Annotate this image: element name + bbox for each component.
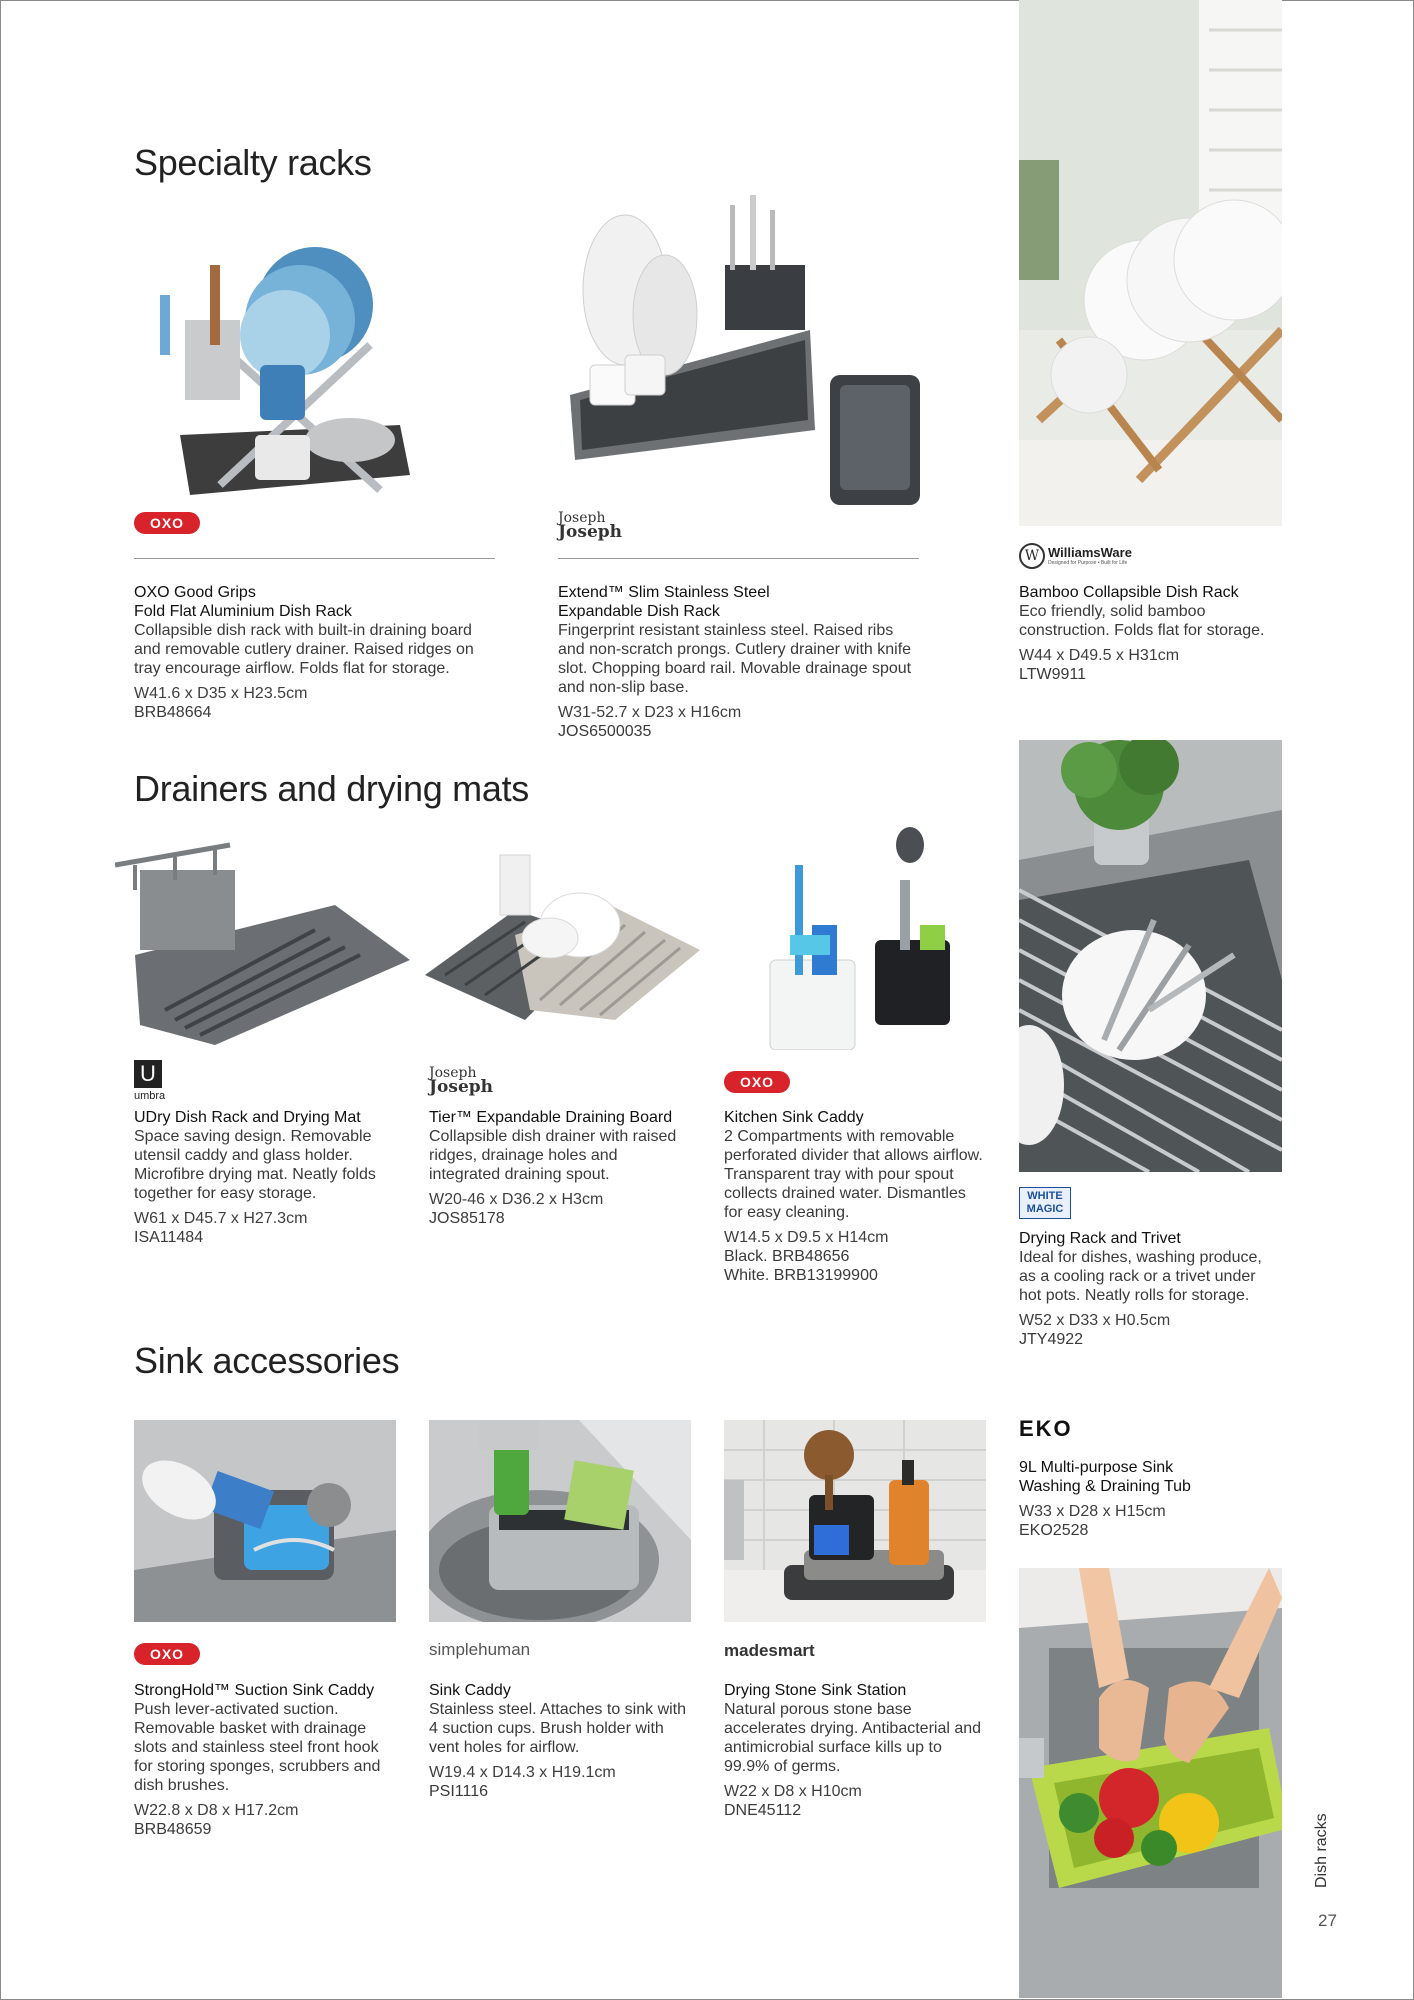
joseph-logo-line1: Joseph (558, 510, 606, 526)
product-code-white: White. BRB13199900 (724, 1267, 878, 1284)
product-dimensions: W31-52.7 x D23 x H16cm (558, 704, 742, 721)
product-name: StrongHold™ Suction Sink Caddy (134, 1682, 375, 1699)
page-number: 27 (1318, 1911, 1337, 1930)
product-description: Space saving design. Removable utensil caddy and glass holder. Microfibre drying mat. Neatly folds together for easy storage. (134, 1128, 376, 1202)
joseph-logo-line2: Joseph (429, 1077, 494, 1097)
white-magic-logo-line1: WHITE (1027, 1190, 1063, 1202)
product-dimensions: W44 x D49.5 x H31cm (1019, 647, 1180, 664)
product-code: BRB48664 (134, 704, 212, 721)
joseph-logo-line2: Joseph (558, 522, 623, 542)
bamboo-dish-rack-photo (1019, 0, 1282, 526)
product-name-line2: Fold Flat Aluminium Dish Rack (134, 603, 352, 620)
product-dimensions: W22.8 x D8 x H17.2cm (134, 1802, 299, 1819)
product-drying-rack-trivet (1019, 1229, 1279, 1349)
product-code: JOS85178 (429, 1210, 505, 1227)
madesmart-logo: madesmart (724, 1641, 815, 1660)
joseph-joseph-logo (429, 1065, 494, 1097)
umbra-logo (134, 1060, 164, 1104)
product-code: EKO2528 (1019, 1522, 1089, 1539)
product-udry-dish-rack (134, 1108, 394, 1247)
product-dimensions: W41.6 x D35 x H23.5cm (134, 685, 308, 702)
product-code: LTW9911 (1019, 666, 1086, 683)
product-description: Fingerprint resistant stainless steel. Raised ribs and non-scratch prongs. Cutlery drainer with knife slot. Chopping board rail. Movable drainage spout and non-slip base. (558, 622, 912, 696)
product-code: ISA11484 (134, 1229, 204, 1246)
product-code: PSI1116 (429, 1783, 489, 1800)
divider (558, 558, 919, 559)
udry-dish-rack-image (115, 835, 410, 1050)
product-description: Stainless steel. Attaches to sink with 4 suction cups. Brush holder with vent holes for airflow. (429, 1701, 687, 1756)
divider (134, 558, 495, 559)
product-description: Natural porous stone base accelerates drying. Antibacterial and antimicrobial surface kills up to 99.9% of germs. (724, 1701, 982, 1775)
product-code: DNE45112 (724, 1802, 802, 1819)
product-dimensions: W52 x D33 x H0.5cm (1019, 1312, 1171, 1329)
product-description: Eco friendly, solid bamboo construction. Folds flat for storage. (1019, 603, 1265, 639)
product-code: BRB48659 (134, 1821, 212, 1838)
white-magic-logo (1019, 1187, 1071, 1219)
umbra-logo-text: umbra (134, 1090, 166, 1102)
product-name: Drying Rack and Trivet (1019, 1230, 1181, 1247)
product-eko-sink-tub (1019, 1458, 1279, 1540)
product-drying-stone-sink-station (724, 1681, 986, 1820)
product-bamboo-dish-rack (1019, 583, 1279, 684)
product-description: Push lever-activated suction. Removable basket with drainage slots and stainless steel front hook for storing sponges, scrubbers and dish brushes. (134, 1701, 381, 1794)
product-dimensions: W33 x D28 x H15cm (1019, 1503, 1166, 1520)
kitchen-sink-caddy-image (760, 825, 960, 1050)
product-description: Ideal for dishes, washing produce, as a cooling rack or a trivet under hot pots. Neatly rolls for storage. (1019, 1249, 1262, 1304)
umbra-logo-mark-icon: U (134, 1060, 162, 1088)
product-description: Collapsible dish rack with built-in draining board and removable cutlery drainer. Raised ridges on tray encourage airflow. Folds flat for storage. (134, 622, 474, 677)
oxo-logo: OXO (724, 1071, 790, 1093)
product-dimensions: W22 x D8 x H10cm (724, 1783, 862, 1800)
extend-dish-rack-image (560, 195, 925, 510)
product-name-line2: Washing & Draining Tub (1019, 1478, 1191, 1495)
section-category-label: Dish racks (1313, 1813, 1330, 1888)
product-name: Tier™ Expandable Draining Board (429, 1109, 673, 1126)
product-description: 2 Compartments with removable perforated divider that allows airflow. Transparent tray with pour spout collects drained water. Dismantles for easy cleaning. (724, 1128, 983, 1221)
product-name: OXO Good Grips (134, 584, 256, 601)
product-code-black: Black. BRB48656 (724, 1248, 850, 1265)
product-name: Bamboo Collapsible Dish Rack (1019, 584, 1239, 601)
product-dimensions: W14.5 x D9.5 x H14cm (724, 1229, 889, 1246)
section-title-specialty-racks: Specialty racks (134, 142, 372, 183)
joseph-joseph-logo (558, 510, 623, 542)
product-name-line2: Expandable Dish Rack (558, 603, 720, 620)
oxo-logo: OXO (134, 1643, 200, 1665)
product-dimensions: W19.4 x D14.3 x H19.1cm (429, 1764, 616, 1781)
simplehuman-logo: simplehuman (429, 1640, 531, 1659)
williams-ware-logo (1019, 543, 1159, 569)
simplehuman-sink-caddy-photo (429, 1420, 691, 1622)
drying-stone-sink-station-photo (724, 1420, 986, 1622)
white-magic-logo-line2: MAGIC (1026, 1203, 1064, 1215)
product-name: UDry Dish Rack and Drying Mat (134, 1109, 361, 1126)
product-tier-draining-board (429, 1108, 689, 1228)
product-name: Kitchen Sink Caddy (724, 1109, 864, 1126)
oxo-dish-rack-image (150, 235, 420, 520)
oxo-logo: OXO (134, 512, 200, 534)
eko-logo: EKO (1019, 1416, 1073, 1441)
product-stronghold-sink-caddy (134, 1681, 396, 1839)
product-sink-caddy (429, 1681, 691, 1801)
product-oxo-fold-flat-rack (134, 583, 494, 722)
product-extend-dish-rack (558, 583, 923, 741)
product-code: JTY4922 (1019, 1331, 1084, 1348)
eko-sink-tub-photo (1019, 1568, 1282, 1998)
section-title-drainers: Drainers and drying mats (134, 768, 529, 809)
product-kitchen-sink-caddy (724, 1108, 984, 1285)
drying-rack-trivet-photo (1019, 740, 1282, 1172)
stronghold-sink-caddy-photo (134, 1420, 396, 1622)
williams-ware-wordmark: WilliamsWare (1048, 545, 1132, 560)
product-dimensions: W61 x D45.7 x H27.3cm (134, 1210, 308, 1227)
product-name: Sink Caddy (429, 1682, 511, 1699)
product-dimensions: W20-46 x D36.2 x H3cm (429, 1191, 604, 1208)
product-name: Extend™ Slim Stainless Steel (558, 584, 770, 601)
section-title-sink-accessories: Sink accessories (134, 1340, 400, 1381)
joseph-logo-line1: Joseph (429, 1065, 477, 1081)
product-code: JOS6500035 (558, 723, 652, 740)
tier-draining-board-image (425, 850, 700, 1030)
williams-ware-tagline: Designed for Purpose • Built for Life (1048, 560, 1128, 566)
product-name: 9L Multi-purpose Sink (1019, 1459, 1174, 1476)
product-description: Collapsible dish drainer with raised ridges, drainage holes and integrated draining spout. (429, 1128, 677, 1183)
williams-ware-emblem-icon: W (1019, 543, 1045, 569)
product-name: Drying Stone Sink Station (724, 1682, 907, 1699)
